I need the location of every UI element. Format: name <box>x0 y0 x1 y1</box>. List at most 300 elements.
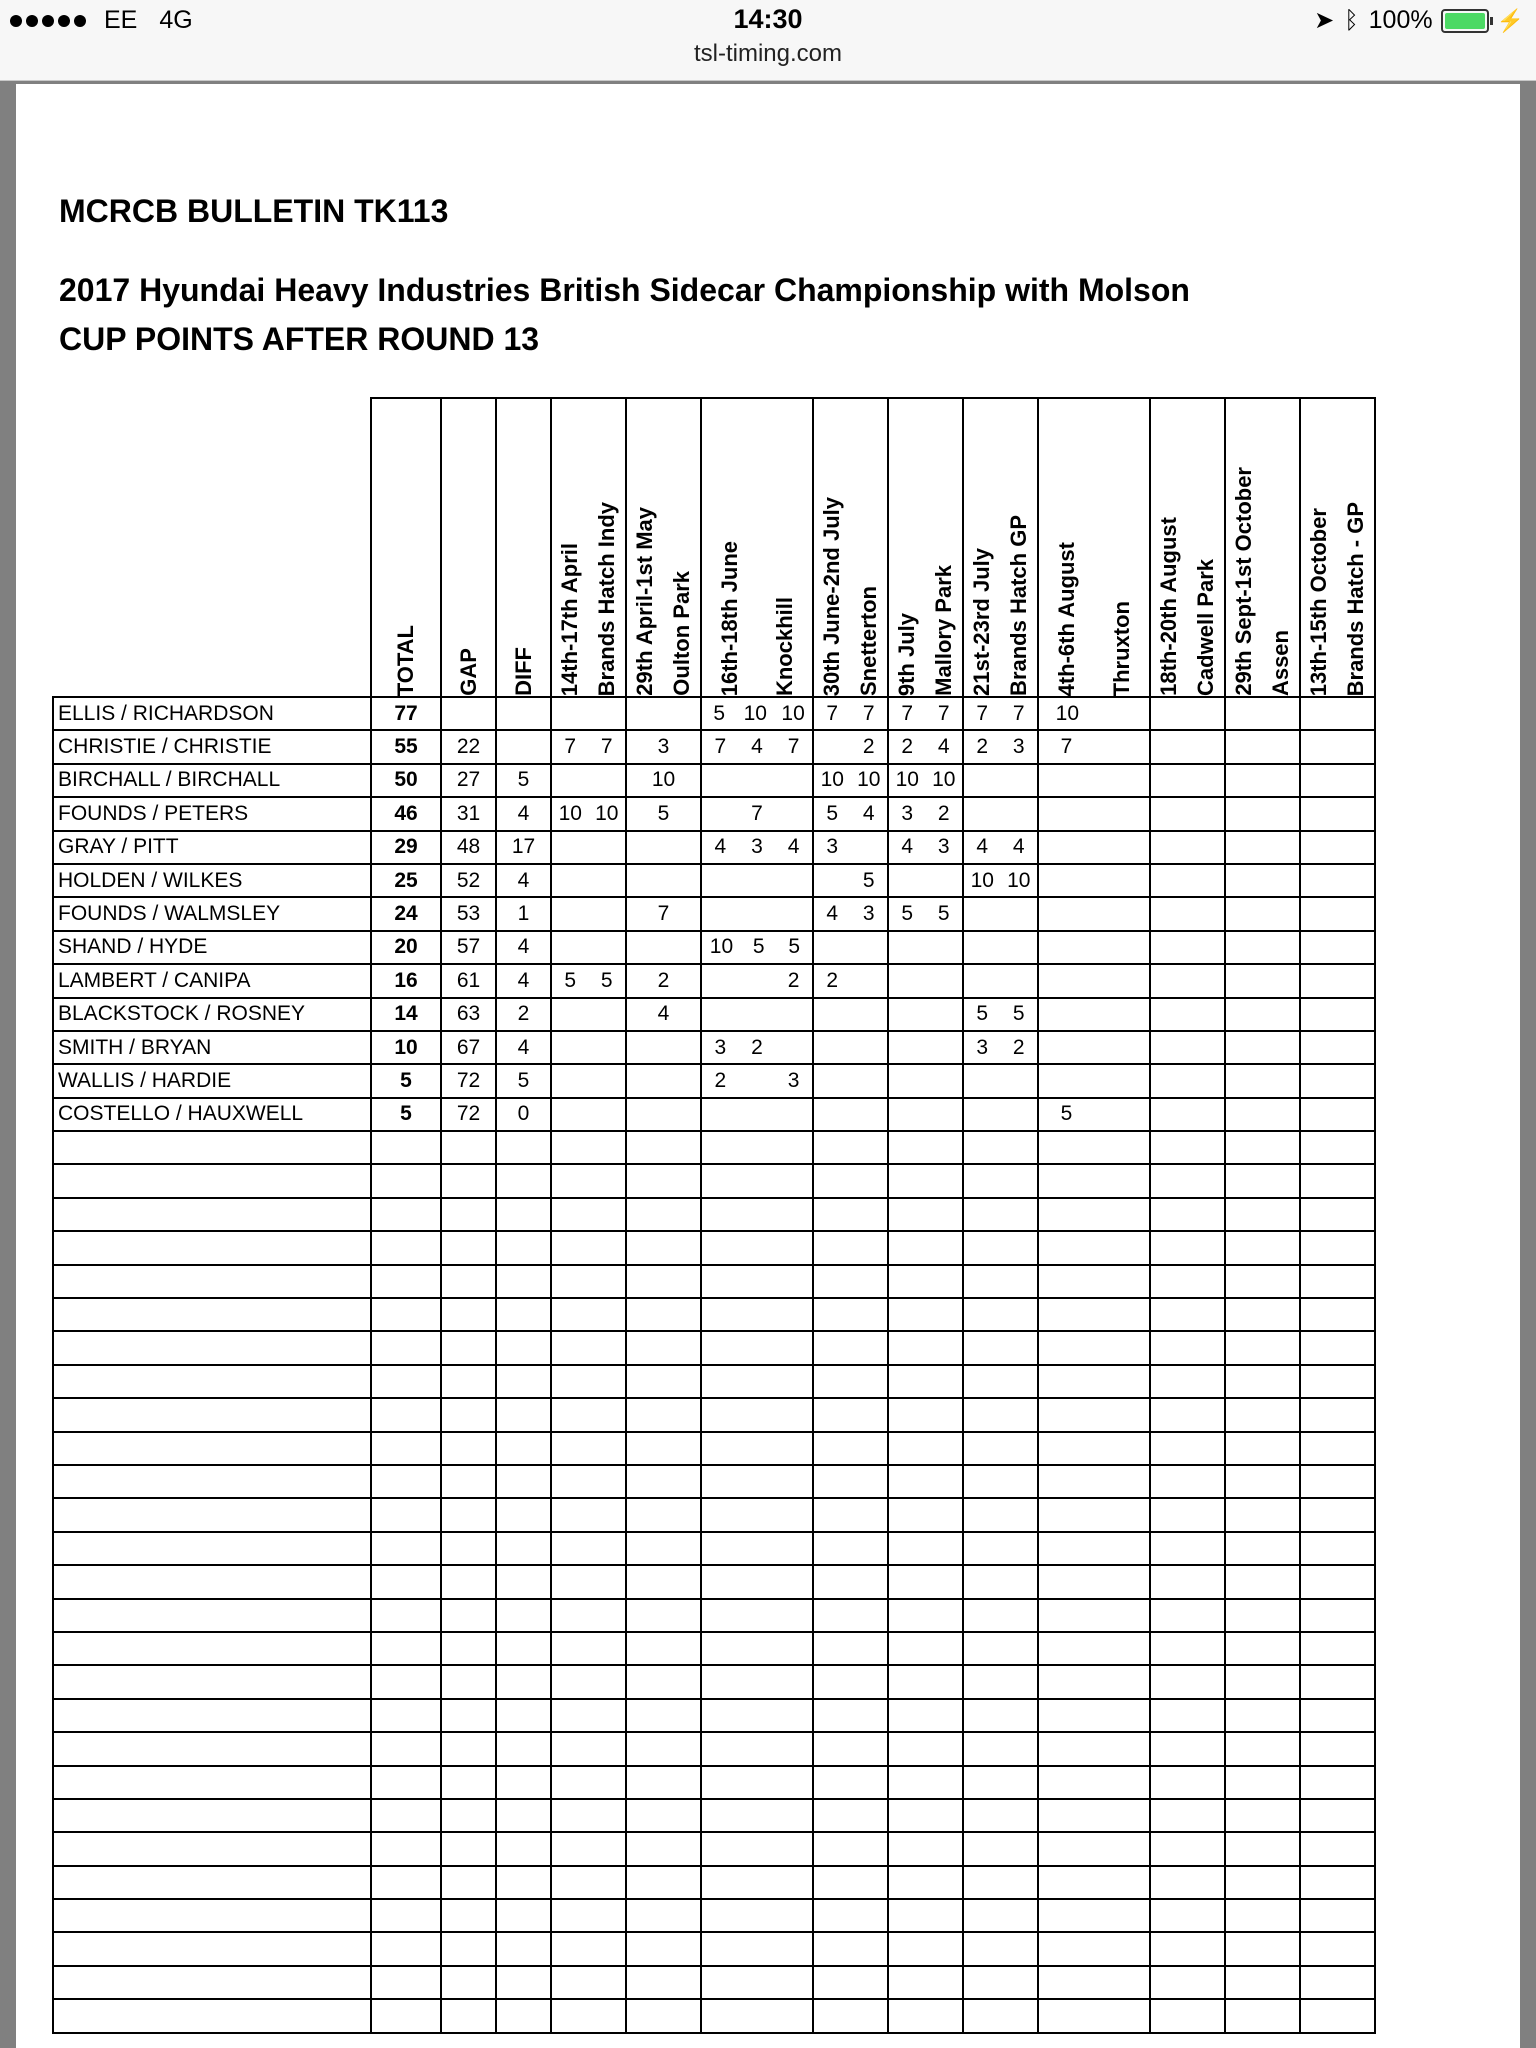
rider-name: WALLIS / HARDIE <box>53 1064 371 1097</box>
race-points: 7 <box>862 701 875 725</box>
empty-cell <box>551 1932 626 1965</box>
round-points-1 <box>551 697 626 730</box>
empty-cell <box>371 1365 441 1398</box>
empty-cell <box>371 1432 441 1465</box>
empty-cell <box>813 1365 888 1398</box>
empty-cell <box>1300 1331 1375 1364</box>
empty-cell <box>53 1866 371 1899</box>
empty-cell <box>963 1732 1038 1765</box>
race-points: 4 <box>787 835 800 859</box>
empty-cell <box>1300 1532 1375 1565</box>
empty-cell <box>496 1265 551 1298</box>
round-date: 16th-18th June <box>716 540 742 696</box>
race-points <box>1112 735 1132 759</box>
empty-cell <box>371 1966 441 1999</box>
empty-row <box>53 1298 1375 1331</box>
round-points-1 <box>551 831 626 864</box>
diff-value <box>496 697 551 730</box>
empty-cell <box>53 1164 371 1197</box>
empty-cell <box>888 1498 963 1531</box>
empty-cell <box>1038 1365 1150 1398</box>
empty-cell <box>1150 1465 1225 1498</box>
empty-cell <box>53 1131 371 1164</box>
empty-cell <box>496 1532 551 1565</box>
empty-cell <box>626 1866 701 1899</box>
race-points: 5 <box>657 801 670 825</box>
empty-cell <box>1150 1999 1225 2032</box>
address-bar-url[interactable]: tsl-timing.com <box>693 40 843 67</box>
empty-cell <box>441 1732 496 1765</box>
empty-cell <box>371 1932 441 1965</box>
table-row <box>53 764 1375 797</box>
empty-cell <box>626 1131 701 1164</box>
empty-cell <box>53 1932 371 1965</box>
empty-cell <box>626 1766 701 1799</box>
empty-cell <box>1150 1766 1225 1799</box>
empty-cell <box>441 1432 496 1465</box>
empty-cell <box>371 1265 441 1298</box>
round-points-1 <box>551 964 626 997</box>
race-points: 3 <box>1012 735 1025 759</box>
total-points: 10 <box>371 1031 441 1064</box>
empty-cell <box>813 1565 888 1598</box>
empty-cell <box>371 1231 441 1264</box>
round-points-3 <box>701 1064 813 1097</box>
race-points: 4 <box>1012 835 1025 859</box>
diff-value: 5 <box>496 1064 551 1097</box>
empty-cell <box>888 1899 963 1932</box>
empty-cell <box>813 1532 888 1565</box>
race-points: 7 <box>826 701 839 725</box>
empty-cell <box>1225 1766 1300 1799</box>
empty-cell <box>626 1164 701 1197</box>
empty-cell <box>1300 1899 1375 1932</box>
race-points: 10 <box>932 768 956 792</box>
empty-cell <box>1300 1265 1375 1298</box>
empty-cell <box>813 1932 888 1965</box>
empty-cell <box>626 1732 701 1765</box>
round-points-8 <box>1150 1064 1225 1097</box>
round-points-5 <box>888 831 963 864</box>
gap-value: 72 <box>441 1098 496 1131</box>
gap-value: 63 <box>441 998 496 1031</box>
empty-cell <box>1300 1432 1375 1465</box>
empty-cell <box>888 1465 963 1498</box>
empty-cell <box>626 1498 701 1531</box>
empty-cell <box>963 1265 1038 1298</box>
empty-cell <box>888 1432 963 1465</box>
empty-cell <box>551 1265 626 1298</box>
round-points-9 <box>1225 697 1300 730</box>
empty-cell <box>888 1799 963 1832</box>
bluetooth-icon: ᛒ <box>1344 6 1359 34</box>
empty-cell <box>53 1565 371 1598</box>
round-points-4 <box>813 730 888 763</box>
header-blank <box>53 398 371 697</box>
total-points: 16 <box>371 964 441 997</box>
empty-cell <box>371 1665 441 1698</box>
round-points-2 <box>626 797 701 830</box>
empty-cell <box>1038 1999 1150 2032</box>
empty-cell <box>551 1465 626 1498</box>
race-points: 5 <box>564 968 577 992</box>
round-points-10 <box>1300 897 1375 930</box>
round-points-6 <box>963 1064 1038 1097</box>
round-points-2 <box>626 931 701 964</box>
empty-cell <box>1150 1265 1225 1298</box>
round-points-5 <box>888 897 963 930</box>
empty-cell <box>626 1932 701 1965</box>
gap-value: 48 <box>441 831 496 864</box>
empty-row <box>53 1866 1375 1899</box>
empty-cell <box>1150 1331 1225 1364</box>
empty-cell <box>441 1866 496 1899</box>
round-points-1 <box>551 931 626 964</box>
race-points: 7 <box>1060 735 1073 759</box>
empty-cell <box>53 1832 371 1865</box>
race-points: 2 <box>976 735 989 759</box>
race-points: 3 <box>657 735 670 759</box>
empty-cell <box>626 1799 701 1832</box>
round-header-5 <box>888 398 963 697</box>
empty-cell <box>1038 1498 1150 1531</box>
round-points-5 <box>888 730 963 763</box>
empty-cell <box>888 1298 963 1331</box>
empty-cell <box>441 1198 496 1231</box>
rider-name: BIRCHALL / BIRCHALL <box>53 764 371 797</box>
empty-cell <box>1150 1198 1225 1231</box>
empty-cell <box>1038 1599 1150 1632</box>
round-header-1 <box>551 398 626 697</box>
race-points <box>710 802 730 826</box>
empty-cell <box>441 1532 496 1565</box>
empty-cell <box>441 1665 496 1698</box>
empty-cell <box>371 1866 441 1899</box>
empty-cell <box>371 1632 441 1665</box>
race-points: 10 <box>781 701 805 725</box>
empty-cell <box>963 1899 1038 1932</box>
empty-cell <box>963 1131 1038 1164</box>
round-points-4 <box>813 764 888 797</box>
race-points: 2 <box>714 1068 727 1092</box>
race-points <box>1112 1102 1132 1126</box>
empty-cell <box>1038 1164 1150 1197</box>
race-points: 5 <box>862 868 875 892</box>
empty-cell <box>1038 1699 1150 1732</box>
empty-cell <box>53 1766 371 1799</box>
empty-row <box>53 1498 1375 1531</box>
empty-cell <box>551 1398 626 1431</box>
empty-cell <box>701 1432 813 1465</box>
empty-cell <box>1038 1665 1150 1698</box>
empty-cell <box>441 1766 496 1799</box>
gap-value: 27 <box>441 764 496 797</box>
rider-name: SMITH / BRYAN <box>53 1031 371 1064</box>
round-points-9 <box>1225 831 1300 864</box>
empty-cell <box>551 1365 626 1398</box>
table-row <box>53 797 1375 830</box>
round-points-7 <box>1038 697 1150 730</box>
round-points-6 <box>963 931 1038 964</box>
empty-cell <box>371 1699 441 1732</box>
round-points-8 <box>1150 897 1225 930</box>
empty-cell <box>1150 1966 1225 1999</box>
round-points-9 <box>1225 1064 1300 1097</box>
empty-cell <box>626 1398 701 1431</box>
race-points: 3 <box>826 835 839 859</box>
race-points: 7 <box>714 735 727 759</box>
empty-cell <box>1225 1966 1300 1999</box>
empty-cell <box>701 1766 813 1799</box>
round-points-4 <box>813 1098 888 1131</box>
empty-cell <box>496 1632 551 1665</box>
round-points-7 <box>1038 797 1150 830</box>
round-venue: Oulton Park <box>668 571 694 696</box>
empty-cell <box>551 1665 626 1698</box>
race-points: 10 <box>820 768 844 792</box>
diff-header-label: DIFF <box>510 647 536 696</box>
empty-cell <box>1038 1899 1150 1932</box>
empty-cell <box>626 1832 701 1865</box>
empty-cell <box>496 1732 551 1765</box>
empty-cell <box>701 1732 813 1765</box>
round-points-1 <box>551 1031 626 1064</box>
round-points-4 <box>813 864 888 897</box>
empty-cell <box>441 1465 496 1498</box>
race-points: 4 <box>937 735 950 759</box>
round-date: 18th-20th August <box>1156 517 1182 696</box>
round-points-8 <box>1150 1098 1225 1131</box>
empty-cell <box>1150 1298 1225 1331</box>
race-points: 7 <box>976 701 989 725</box>
race-points <box>1112 702 1132 726</box>
race-points: 2 <box>862 735 875 759</box>
empty-cell <box>813 1498 888 1531</box>
round-points-9 <box>1225 730 1300 763</box>
network-type: 4G <box>159 6 193 34</box>
empty-cell <box>626 1665 701 1698</box>
round-points-5 <box>888 931 963 964</box>
empty-cell <box>701 1164 813 1197</box>
round-points-3 <box>701 831 813 864</box>
empty-cell <box>441 1632 496 1665</box>
empty-row <box>53 1799 1375 1832</box>
race-points: 4 <box>826 902 839 926</box>
total-points: 5 <box>371 1098 441 1131</box>
empty-cell <box>1225 1131 1300 1164</box>
race-points: 4 <box>657 1002 670 1026</box>
round-points-5 <box>888 764 963 797</box>
empty-cell <box>813 1699 888 1732</box>
round-header-7 <box>1038 398 1150 697</box>
race-points: 5 <box>713 701 726 725</box>
empty-cell <box>371 1599 441 1632</box>
empty-cell <box>1225 1932 1300 1965</box>
empty-cell <box>963 1999 1038 2032</box>
empty-cell <box>626 1298 701 1331</box>
empty-cell <box>496 1298 551 1331</box>
race-points: 10 <box>895 768 919 792</box>
empty-cell <box>1300 1732 1375 1765</box>
empty-row <box>53 1999 1375 2032</box>
empty-cell <box>53 1899 371 1932</box>
round-points-3 <box>701 1031 813 1064</box>
race-points: 10 <box>558 801 582 825</box>
empty-cell <box>551 1131 626 1164</box>
empty-cell <box>1150 1665 1225 1698</box>
round-points-7 <box>1038 897 1150 930</box>
round-points-8 <box>1150 864 1225 897</box>
empty-cell <box>551 1899 626 1932</box>
empty-cell <box>963 1432 1038 1465</box>
empty-cell <box>371 1398 441 1431</box>
empty-cell <box>888 1164 963 1197</box>
round-points-5 <box>888 998 963 1031</box>
total-points: 55 <box>371 730 441 763</box>
empty-cell <box>496 1164 551 1197</box>
round-points-6 <box>963 964 1038 997</box>
empty-cell <box>888 1532 963 1565</box>
empty-cell <box>1150 1832 1225 1865</box>
round-header-9 <box>1225 398 1300 697</box>
empty-cell <box>1038 1231 1150 1264</box>
empty-cell <box>1225 1565 1300 1598</box>
empty-cell <box>701 1966 813 1999</box>
round-points-8 <box>1150 697 1225 730</box>
empty-cell <box>888 1599 963 1632</box>
round-points-2 <box>626 1031 701 1064</box>
empty-row <box>53 1899 1375 1932</box>
round-points-3 <box>701 764 813 797</box>
race-points: 5 <box>976 1002 989 1026</box>
empty-cell <box>441 1899 496 1932</box>
race-points: 4 <box>751 735 763 759</box>
empty-cell <box>53 1198 371 1231</box>
round-date: 4th-6th August <box>1053 541 1079 696</box>
empty-cell <box>813 1799 888 1832</box>
round-points-9 <box>1225 897 1300 930</box>
race-points: 2 <box>657 968 670 992</box>
empty-cell <box>496 1331 551 1364</box>
empty-cell <box>1038 1432 1150 1465</box>
round-venue: Thruxton <box>1108 600 1134 696</box>
empty-cell <box>813 1665 888 1698</box>
empty-cell <box>1150 1899 1225 1932</box>
round-venue: Brands Hatch - GP <box>1342 501 1368 696</box>
race-points: 10 <box>1055 701 1080 725</box>
round-points-4 <box>813 1064 888 1097</box>
empty-cell <box>813 1231 888 1264</box>
empty-cell <box>701 1932 813 1965</box>
race-points: 4 <box>976 835 989 859</box>
empty-cell <box>441 1799 496 1832</box>
empty-cell <box>1225 1164 1300 1197</box>
empty-cell <box>1038 1298 1150 1331</box>
round-points-7 <box>1038 1031 1150 1064</box>
round-points-4 <box>813 1031 888 1064</box>
empty-cell <box>888 1732 963 1765</box>
empty-cell <box>1225 1265 1300 1298</box>
rider-name: FOUNDS / WALMSLEY <box>53 897 371 930</box>
round-points-5 <box>888 1098 963 1131</box>
empty-cell <box>626 1231 701 1264</box>
total-header-label: TOTAL <box>393 624 418 696</box>
empty-cell <box>813 1432 888 1465</box>
race-points <box>822 869 842 893</box>
empty-cell <box>1038 1966 1150 1999</box>
empty-cell <box>1038 1131 1150 1164</box>
race-points: 2 <box>937 801 950 825</box>
diff-value: 4 <box>496 797 551 830</box>
empty-cell <box>551 1699 626 1732</box>
round-date: 21st-23rd July <box>969 548 995 696</box>
empty-cell <box>1038 1565 1150 1598</box>
empty-cell <box>53 1465 371 1498</box>
empty-cell <box>1300 1231 1375 1264</box>
empty-cell <box>496 1498 551 1531</box>
round-venue: Snetterton <box>855 586 881 696</box>
empty-cell <box>441 1331 496 1364</box>
empty-cell <box>813 1164 888 1197</box>
empty-cell <box>441 1932 496 1965</box>
round-points-10 <box>1300 964 1375 997</box>
empty-cell <box>813 1999 888 2032</box>
empty-cell <box>551 1565 626 1598</box>
round-points-4 <box>813 831 888 864</box>
empty-row <box>53 1599 1375 1632</box>
empty-cell <box>888 1365 963 1398</box>
empty-cell <box>551 1832 626 1865</box>
round-points-1 <box>551 998 626 1031</box>
empty-cell <box>441 1999 496 2032</box>
empty-cell <box>1300 1999 1375 2032</box>
empty-cell <box>496 1999 551 2032</box>
empty-cell <box>1300 1632 1375 1665</box>
empty-cell <box>441 1164 496 1197</box>
battery-percent: 100% <box>1368 6 1433 34</box>
round-points-10 <box>1300 764 1375 797</box>
empty-cell <box>53 1231 371 1264</box>
empty-cell <box>53 1966 371 1999</box>
race-points: 3 <box>901 801 914 825</box>
empty-cell <box>626 1599 701 1632</box>
round-date: 29th April-1st May <box>632 507 658 696</box>
empty-cell <box>371 1532 441 1565</box>
empty-cell <box>551 1298 626 1331</box>
empty-cell <box>963 1365 1038 1398</box>
round-header-2 <box>626 398 701 697</box>
empty-cell <box>888 1866 963 1899</box>
round-points-3 <box>701 931 813 964</box>
race-points: 5 <box>1012 1002 1025 1026</box>
round-points-10 <box>1300 831 1375 864</box>
empty-cell <box>626 1999 701 2032</box>
table-row <box>53 1031 1375 1064</box>
race-points: 3 <box>937 835 950 859</box>
round-points-7 <box>1038 864 1150 897</box>
gap-value: 57 <box>441 931 496 964</box>
round-points-9 <box>1225 797 1300 830</box>
empty-cell <box>626 1532 701 1565</box>
empty-cell <box>1225 1465 1300 1498</box>
empty-cell <box>1038 1799 1150 1832</box>
round-points-8 <box>1150 1031 1225 1064</box>
empty-cell <box>626 1632 701 1665</box>
round-date: 9th July <box>894 612 920 696</box>
race-points: 3 <box>787 1068 800 1092</box>
empty-cell <box>1225 1532 1300 1565</box>
empty-cell <box>963 1298 1038 1331</box>
